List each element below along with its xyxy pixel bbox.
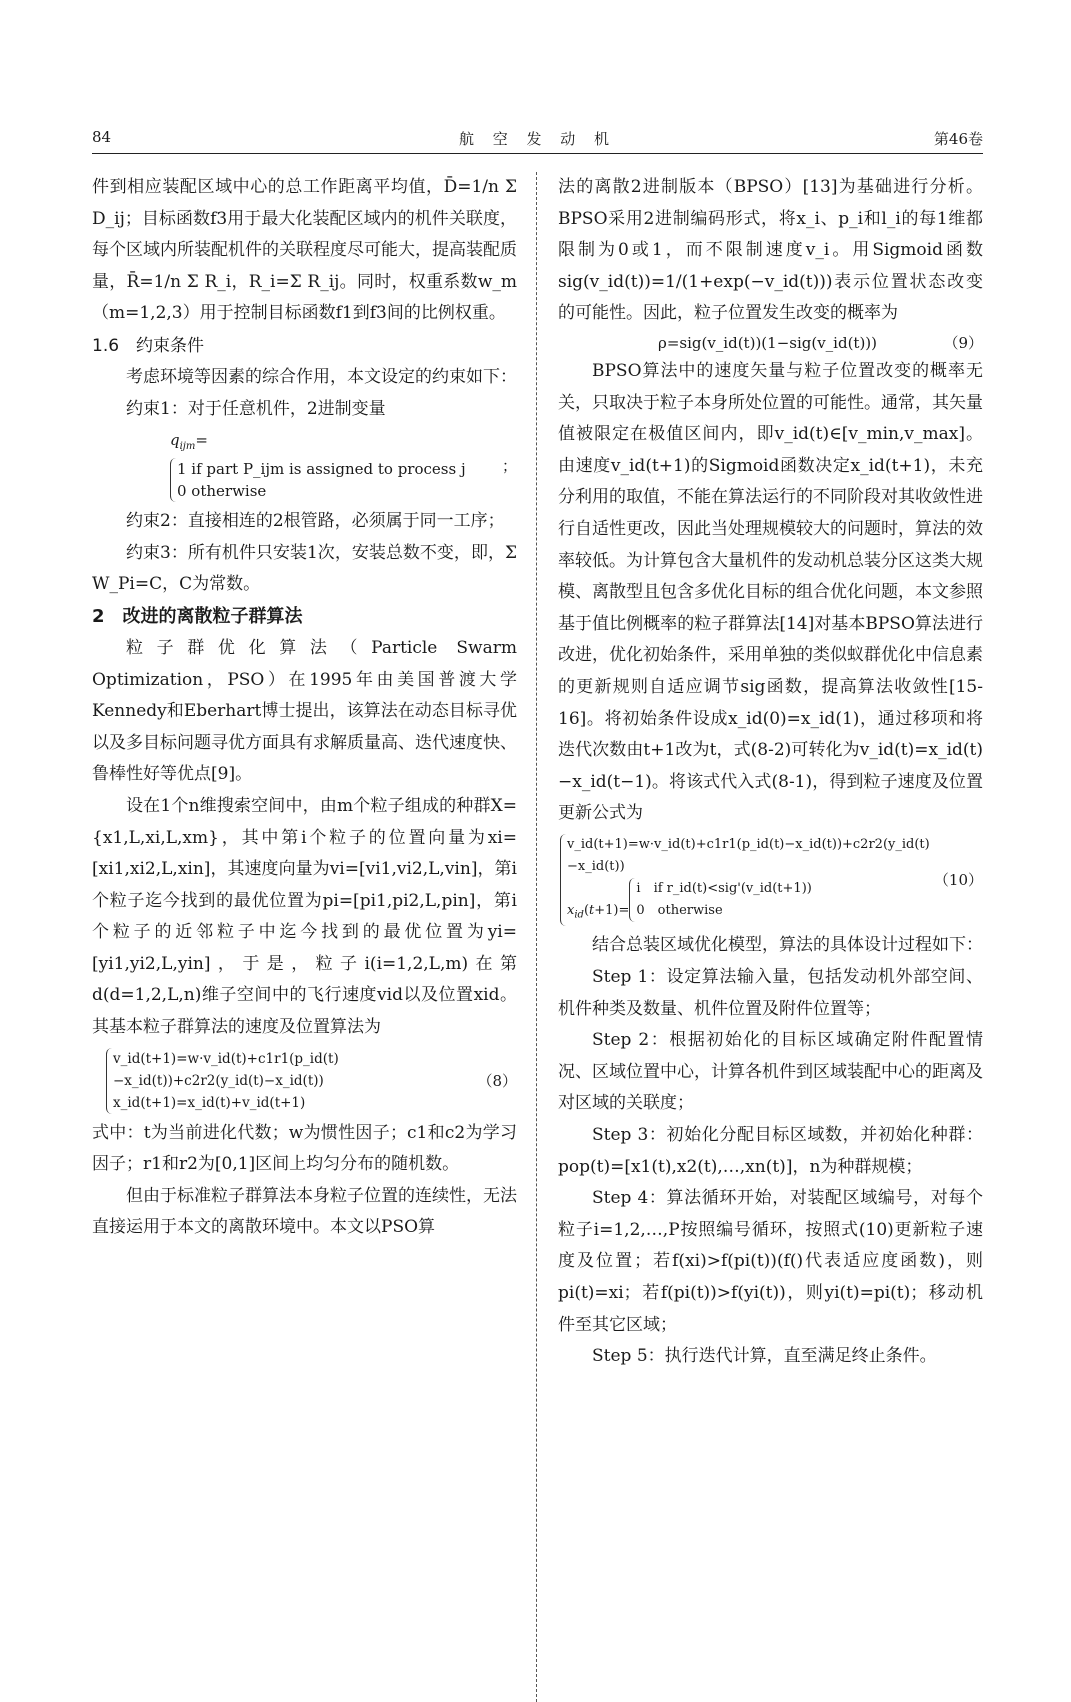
equation-10: v_id(t+1)=w·v_id(t)+c1r1(p_id(t)−x_id(t))+c2r2(y_id(t)−x_id(t)) $x_{id}(t+1)=i$ if r_id(t)<sig'(v_id(t+1)) 0 otherwise （10）: [558, 834, 983, 927]
equation-line: x_id(t+1)=x_id(t)+v_id(t+1): [113, 1094, 306, 1111]
equation-number: （8）: [477, 1071, 517, 1090]
header-rule: [92, 153, 983, 154]
equation-line: 1 if part P_ijm is assigned to process j: [177, 460, 466, 479]
equation-line: v_id(t+1)=w·v_id(t)+c1r1(p_id(t)−x_id(t))+c2r2(y_id(t)−x_id(t)): [567, 836, 930, 874]
equation-line: ρ=sig(v_id(t))(1−sig(v_id(t))): [658, 333, 878, 352]
equation-line: 0 otherwise: [177, 482, 267, 501]
right-column: [558, 172, 983, 1373]
constraint-equation: $q_{ijm}=1$ if part P_ijm is assigned to process j 0 otherwise ；: [170, 431, 517, 501]
step-3: Step 3：初始化分配目标区域数，并初始化种群：pop(t)=[x1(t),x2(t),…,xn(t)]，n为种群规模；: [558, 1125, 983, 1177]
step-4: Step 4：算法循环开始，对装配区域编号，对每个粒子i=1,2,…,P按照编号循环，按照式(10)更新粒子速度及位置；若f(xi)>f(pi(t))(f()代表适应度函数)，则pi(t)=xi；若f(pi(t))>f(yi(t))，则yi(t)=pi(t)；移动机件至其它区域；: [558, 1188, 983, 1335]
paragraph: 式中：t为当前进化代数；w为惯性因子；c1和c2为学习因子；r1和r2为[0,1]区间上均匀分布的随机数。: [92, 1122, 517, 1175]
section-heading-1-6: 1.6 约束条件: [92, 335, 205, 356]
step-2: Step 2：根据初始化的目标区域确定附件配置情况、区域位置中心，计算各机件到区域装配中心的距离及对区域的关联度；: [558, 1030, 983, 1114]
journal-title: 航 空 发 动 机: [458, 130, 617, 148]
equation-line: i if r_id(t)<sig'(v_id(t+1)): [636, 880, 812, 896]
equation-number: （9）: [943, 333, 983, 352]
paragraph: 结合总装区域优化模型，算法的具体设计过程如下：: [592, 935, 983, 956]
left-column: [92, 172, 517, 1244]
paragraph: 约束3：所有机件只安装1次，安装总数不变，即，Σ W_Pi=C，C为常数。: [92, 542, 517, 595]
paragraph: 粒子群优化算法（Particle Swarm Optimization，PSO）在1995年由美国普渡大学Kennedy和Eberhart博士提出，该算法在动态目标寻优以及多目标问题寻优方面具有求解质量高、迭代速度快、鲁棒性好等优点[9]。: [92, 637, 517, 785]
page-number: 84: [92, 128, 112, 146]
volume-label: 第46卷: [933, 130, 983, 148]
section-heading-2: 2 改进的离散粒子群算法: [92, 605, 303, 627]
equation-8: [92, 1048, 517, 1114]
paragraph: 设在1个n维搜索空间中，由m个粒子组成的种群X={x1,L,xi,L,xm}，其中第i个粒子的位置向量为xi=[xi1,xi2,L,xin]，其速度向量为vi=[vi1,vi2,L,vin]，第i个粒子迄今找到的最优位置为pi=[pi1,pi2,L,pin]，第i个粒子的近邻粒子中迄今找到的最优位置为yi=[yi1,yi2,L,yin]，于是，粒子i(i=1,2,L,m)在第d(d=1,2,L,n)维子空间中的飞行速度vid以及位置xid。其基本粒子群算法的速度及位置算法为: [92, 795, 517, 1038]
paragraph: 约束1：对于任意机件，2进制变量: [126, 398, 386, 419]
paragraph: 法的离散2进制版本（BPSO）[13]为基础进行分析。BPSO采用2进制编码形式，将x_i、p_i和l_i的每1维都限制为0或1，而不限制速度v_i。用Sigmoid函数sig(v_id(t))=1/(1+exp(−v_id(t)))表示位置状态改变的可能性。因此，粒子位置发生改变的概率为: [558, 177, 983, 324]
paragraph: 件到相应装配区域中心的总工作距离平均值，D̄=1/n Σ D_ij；目标函数f3用于最大化装配区域内的机件关联度，每个区域内所装配机件的关联程度尽可能大，提高装配质量，R̄=1/n Σ R_i，R_i=Σ R_ij。同时，权重系数w_m（m=1,2,3）用于控制目标函数f1到f3间的比例权重。: [92, 177, 517, 324]
column-divider: [536, 172, 537, 1702]
page-header: [92, 128, 983, 150]
step-1: Step 1：设定算法输入量，包括发动机外部空间、机件种类及数量、机件位置及附件位置等；: [558, 967, 983, 1019]
paragraph: BPSO算法中的速度矢量与粒子位置改变的概率无关，只取决于粒子本身所处位置的可能性。通常，其矢量值被限定在极值区间内，即v_id(t)∈[v_min,v_max]。由速度v_id(t+1)的Sigmoid函数决定x_id(t+1)，未充分利用的取值，不能在算法运行的不同阶段对其收敛性进行自适性更改，因此当处理规模较大的问题时，算法的效率较低。为计算包含大量机件的发动机总装分区这类大规模、离散型且包含多优化目标的组合优化问题，本文参照基于值比例概率的粒子群算法[14]对基本BPSO算法进行改进，优化初始条件，采用单独的类似蚁群优化中信息素的更新规则自适应调节sig函数，提高算法收敛性[15-16]。将初始条件设成x_id(0)=x_id(1)，通过移项和将迭代次数由t+1改为t，式(8-2)可转化为v_id(t)=x_id(t)−x_id(t−1)。将该式代入式(8-1)，得到粒子速度及位置更新公式为: [558, 360, 983, 824]
paragraph: 但由于标准粒子群算法本身粒子位置的连续性，无法直接运用于本文的离散环境中。本文以PSO算: [92, 1185, 517, 1238]
step-5: Step 5：执行迭代计算，直至满足终止条件。: [592, 1346, 937, 1367]
equation-number: （10）: [933, 871, 983, 890]
equation-line: 0 otherwise: [636, 902, 723, 918]
paragraph: 约束2：直接相连的2根管路，必须属于同一工序；: [126, 511, 505, 532]
equation-9: [558, 332, 983, 354]
equation-line: v_id(t+1)=w·v_id(t)+c1r1(p_id(t)−x_id(t))+c2r2(y_id(t)−x_id(t)): [113, 1050, 339, 1089]
paragraph: 考虑环境等因素的综合作用，本文设定的约束如下：: [126, 366, 517, 387]
